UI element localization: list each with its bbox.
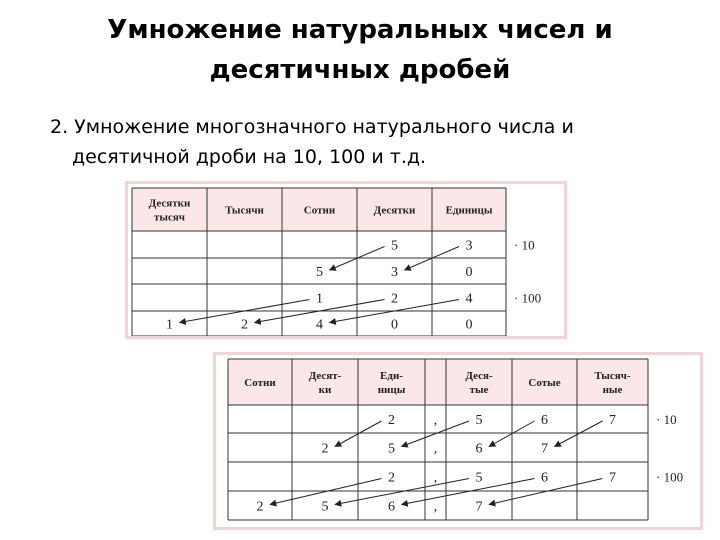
- point-line-2: десятичной дроби на 10, 100 и т.д.: [72, 146, 427, 168]
- table-cell-value: 6: [541, 413, 548, 428]
- column-header: Сотни: [244, 377, 276, 389]
- table-cell-value: 7: [541, 441, 548, 457]
- table-cell-value: ,: [433, 499, 438, 515]
- table-cell-value: 4: [465, 291, 473, 307]
- column-header: Тысячи: [225, 204, 264, 217]
- multiplier-label: · 100: [514, 290, 542, 306]
- table-cell-value: 7: [475, 499, 483, 515]
- table-cell-value: ,: [433, 470, 438, 486]
- decimal-table-figure: [216, 355, 700, 527]
- table-cell-value: 1: [166, 317, 173, 333]
- table-cell-value: 2: [388, 413, 395, 428]
- table-cell-value: 3: [391, 265, 398, 280]
- column-header: ницы: [377, 384, 406, 396]
- table-cell-value: 4: [316, 317, 323, 333]
- column-header: Десятки: [373, 204, 416, 217]
- table-cell-value: 5: [388, 441, 395, 457]
- table-cell-value: 6: [388, 499, 395, 515]
- column-header: Десят-: [308, 370, 342, 382]
- column-header: Деся-: [465, 370, 493, 382]
- table-cell-value: 2: [321, 441, 329, 457]
- table-cell-value: 3: [465, 238, 473, 254]
- column-header: тые: [469, 384, 489, 396]
- table-cell-value: 6: [475, 441, 483, 457]
- table-cell-value: 5: [475, 413, 483, 428]
- column-header: Тысяч-: [594, 370, 631, 382]
- table-cell-value: 6: [541, 470, 548, 486]
- table-cell-value: 5: [391, 238, 398, 254]
- table-cell-value: 5: [321, 499, 329, 515]
- decimal-table: [213, 352, 703, 530]
- column-header: Единицы: [445, 204, 493, 217]
- title-line-1: Умножение натуральных чисел и: [107, 15, 613, 45]
- table-cell-value: 5: [475, 470, 483, 486]
- table-cell-value: ,: [433, 441, 438, 457]
- page-title: [0, 10, 720, 90]
- table-cell-value: 0: [391, 317, 398, 333]
- natural-number-table-figure: [128, 184, 564, 336]
- natural-number-table: [125, 181, 567, 339]
- table-cell-value: 5: [316, 265, 323, 280]
- table-cell-value: 2: [256, 499, 264, 515]
- column-header: Сотни: [303, 204, 336, 217]
- column-header: ные: [602, 384, 623, 396]
- multiplier-label: · 10: [656, 412, 677, 427]
- table-cell-value: 0: [465, 317, 473, 333]
- section-point: [50, 112, 690, 172]
- column-header: Еди-: [380, 370, 403, 382]
- multiplier-label: · 100: [656, 469, 684, 485]
- multiplier-label: · 10: [514, 237, 535, 253]
- column-header: ки: [318, 384, 332, 396]
- table-cell-value: 2: [388, 470, 395, 486]
- column-header: Сотые: [528, 377, 561, 389]
- table-cell-value: 7: [609, 413, 616, 428]
- column-header: тысяч: [153, 211, 186, 224]
- table-cell-value: ,: [433, 413, 438, 428]
- table-cell-value: 0: [465, 265, 473, 280]
- table-cell-value: 2: [241, 317, 248, 333]
- shift-arrow: [555, 421, 603, 447]
- header-background: [228, 359, 648, 405]
- column-header: Десятки: [148, 197, 191, 210]
- table-cell-value: 2: [391, 291, 398, 307]
- table-cell-value: 7: [609, 470, 616, 486]
- point-line-1: 2. Умножение многозначного натурального числа и: [50, 116, 574, 138]
- table-cell-value: 1: [316, 291, 323, 307]
- title-line-2: десятичных дробей: [209, 55, 511, 85]
